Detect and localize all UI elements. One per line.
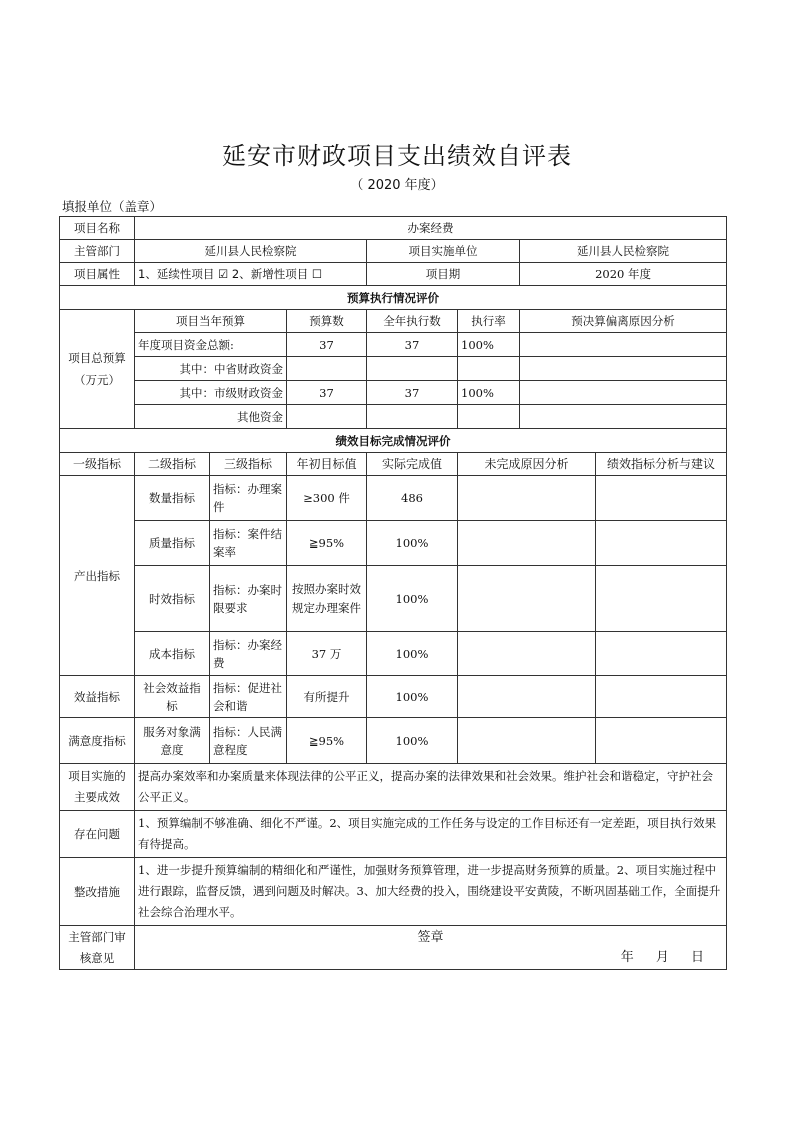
review-cell bbox=[135, 926, 727, 970]
budget-amount bbox=[287, 357, 367, 381]
level1-indicator: 效益指标 bbox=[60, 676, 135, 718]
perf-header: 未完成原因分析 bbox=[458, 453, 596, 476]
period-value: 2020 年度 bbox=[520, 263, 727, 286]
budget-executed bbox=[367, 357, 458, 381]
actual-value: 486 bbox=[367, 476, 458, 521]
row-perf-section bbox=[60, 429, 727, 453]
perf-header: 一级指标 bbox=[60, 453, 135, 476]
row-problems bbox=[60, 811, 727, 858]
budget-reason bbox=[520, 381, 727, 405]
incomplete-reason bbox=[458, 476, 596, 521]
impl-unit-label: 项目实施单位 bbox=[367, 240, 520, 263]
output-indicator-label: 产出指标 bbox=[60, 476, 135, 676]
analysis-suggestion bbox=[596, 718, 727, 764]
row-review bbox=[60, 926, 727, 970]
row-perf-headers bbox=[60, 453, 727, 476]
budget-header: 预算数 bbox=[287, 310, 367, 333]
perf-header: 三级指标 bbox=[210, 453, 287, 476]
budget-amount bbox=[287, 405, 367, 429]
row-project-name bbox=[60, 217, 727, 240]
impl-unit-value: 延川县人民检察院 bbox=[520, 240, 727, 263]
perf-row-satisfaction bbox=[60, 718, 727, 764]
perf-section-title: 绩效目标完成情况评价 bbox=[60, 429, 727, 453]
perf-header: 年初目标值 bbox=[287, 453, 367, 476]
perf-header: 二级指标 bbox=[135, 453, 210, 476]
page-subtitle: （ 2020 年度） bbox=[350, 178, 444, 193]
budget-header: 全年执行数 bbox=[367, 310, 458, 333]
dept-value: 延川县人民检察院 bbox=[135, 240, 367, 263]
perf-row-benefit bbox=[60, 676, 727, 718]
review-label: 主管部门审核意见 bbox=[60, 926, 135, 970]
level2-indicator: 社会效益指标 bbox=[135, 676, 210, 718]
level2-indicator: 服务对象满意度 bbox=[135, 718, 210, 764]
budget-item: 其他资金 bbox=[135, 405, 287, 429]
budget-item: 其中：市级财政资金 bbox=[135, 381, 287, 405]
incomplete-reason bbox=[458, 566, 596, 632]
problems-label: 存在问题 bbox=[60, 811, 135, 858]
perf-row bbox=[60, 566, 727, 632]
target-value: 按照办案时效规定办理案件 bbox=[287, 566, 367, 632]
date-label: 年 月 日 bbox=[620, 949, 705, 965]
target-value: ≧95% bbox=[287, 718, 367, 764]
budget-item: 其中：中省财政资金 bbox=[135, 357, 287, 381]
budget-rate bbox=[458, 357, 520, 381]
project-name-label: 项目名称 bbox=[60, 217, 135, 240]
performance-self-evaluation-table bbox=[59, 216, 727, 970]
level3-indicator: 指标：人民满意程度 bbox=[210, 718, 287, 764]
level3-indicator: 指标：办案经费 bbox=[210, 632, 287, 676]
measures-text: 1、进一步提升预算编制的精细化和严谨性，加强财务预算管理，进一步提高财务预算的质量。2、项目实施过程中进行跟踪，监督反馈，遇到问题及时解决。3、加大经费的投入，围绕建设平安黄陵，不断巩固基础工作，全面提升社会综合治理水平。 bbox=[135, 858, 727, 926]
row-measures bbox=[60, 858, 727, 926]
analysis-suggestion bbox=[596, 566, 727, 632]
budget-rate: 100% bbox=[458, 381, 520, 405]
budget-header: 预决算偏离原因分析 bbox=[520, 310, 727, 333]
budget-row-label: 项目总预算（万元） bbox=[60, 310, 135, 429]
target-value: 有所提升 bbox=[287, 676, 367, 718]
incomplete-reason bbox=[458, 676, 596, 718]
budget-header: 项目当年预算 bbox=[135, 310, 287, 333]
row-attr bbox=[60, 263, 727, 286]
budget-row bbox=[60, 357, 727, 381]
page-title: 延安市财政项目支出绩效自评表 bbox=[222, 142, 572, 170]
budget-rate bbox=[458, 405, 520, 429]
level3-indicator: 指标：案件结案率 bbox=[210, 521, 287, 566]
budget-section-title: 预算执行情况评价 bbox=[60, 286, 727, 310]
actual-value: 100% bbox=[367, 632, 458, 676]
perf-row bbox=[60, 632, 727, 676]
incomplete-reason bbox=[458, 718, 596, 764]
attr-label: 项目属性 bbox=[60, 263, 135, 286]
row-budget-headers bbox=[60, 310, 727, 333]
budget-item: 年度项目资金总额: bbox=[135, 333, 287, 357]
budget-amount: 37 bbox=[287, 381, 367, 405]
analysis-suggestion bbox=[596, 521, 727, 566]
signature-label: 签章 bbox=[417, 929, 444, 945]
level2-indicator: 成本指标 bbox=[135, 632, 210, 676]
fill-unit-label: 填报单位（盖章） bbox=[62, 199, 163, 214]
actual-value: 100% bbox=[367, 718, 458, 764]
budget-header: 执行率 bbox=[458, 310, 520, 333]
budget-row bbox=[60, 333, 727, 357]
budget-executed: 37 bbox=[367, 333, 458, 357]
perf-header: 绩效指标分析与建议 bbox=[596, 453, 727, 476]
level3-indicator: 指标：促进社会和谐 bbox=[210, 676, 287, 718]
actual-value: 100% bbox=[367, 676, 458, 718]
level2-indicator: 时效指标 bbox=[135, 566, 210, 632]
budget-reason bbox=[520, 333, 727, 357]
actual-value: 100% bbox=[367, 566, 458, 632]
level2-indicator: 数量指标 bbox=[135, 476, 210, 521]
perf-header: 实际完成值 bbox=[367, 453, 458, 476]
measures-label: 整改措施 bbox=[60, 858, 135, 926]
budget-row bbox=[60, 381, 727, 405]
level3-indicator: 指标：办案时限要求 bbox=[210, 566, 287, 632]
level2-indicator: 质量指标 bbox=[135, 521, 210, 566]
budget-reason bbox=[520, 405, 727, 429]
analysis-suggestion bbox=[596, 476, 727, 521]
perf-row bbox=[60, 476, 727, 521]
budget-row bbox=[60, 405, 727, 429]
period-label: 项目期 bbox=[367, 263, 520, 286]
results-label: 项目实施的主要成效 bbox=[60, 764, 135, 811]
dept-label: 主管部门 bbox=[60, 240, 135, 263]
project-name-value: 办案经费 bbox=[135, 217, 727, 240]
analysis-suggestion bbox=[596, 632, 727, 676]
budget-amount: 37 bbox=[287, 333, 367, 357]
row-dept bbox=[60, 240, 727, 263]
target-value: ≧95% bbox=[287, 521, 367, 566]
actual-value: 100% bbox=[367, 521, 458, 566]
budget-rate: 100% bbox=[458, 333, 520, 357]
attr-value: 1、延续性项目 ☑ 2、新增性项目 ☐ bbox=[135, 263, 367, 286]
budget-executed: 37 bbox=[367, 381, 458, 405]
target-value: 37 万 bbox=[287, 632, 367, 676]
level1-indicator: 满意度指标 bbox=[60, 718, 135, 764]
analysis-suggestion bbox=[596, 676, 727, 718]
problems-text: 1、预算编制不够准确、细化不严谨。2、项目实施完成的工作任务与设定的工作目标还有一定差距，项目执行效果有待提高。 bbox=[135, 811, 727, 858]
budget-executed bbox=[367, 405, 458, 429]
level3-indicator: 指标：办理案件 bbox=[210, 476, 287, 521]
budget-reason bbox=[520, 357, 727, 381]
perf-row bbox=[60, 521, 727, 566]
target-value: ≥300 件 bbox=[287, 476, 367, 521]
row-results bbox=[60, 764, 727, 811]
incomplete-reason bbox=[458, 632, 596, 676]
incomplete-reason bbox=[458, 521, 596, 566]
row-budget-section bbox=[60, 286, 727, 310]
results-text: 提高办案效率和办案质量来体现法律的公平正义，提高办案的法律效果和社会效果。维护社会和谐稳定，守护社会公平正义。 bbox=[135, 764, 727, 811]
